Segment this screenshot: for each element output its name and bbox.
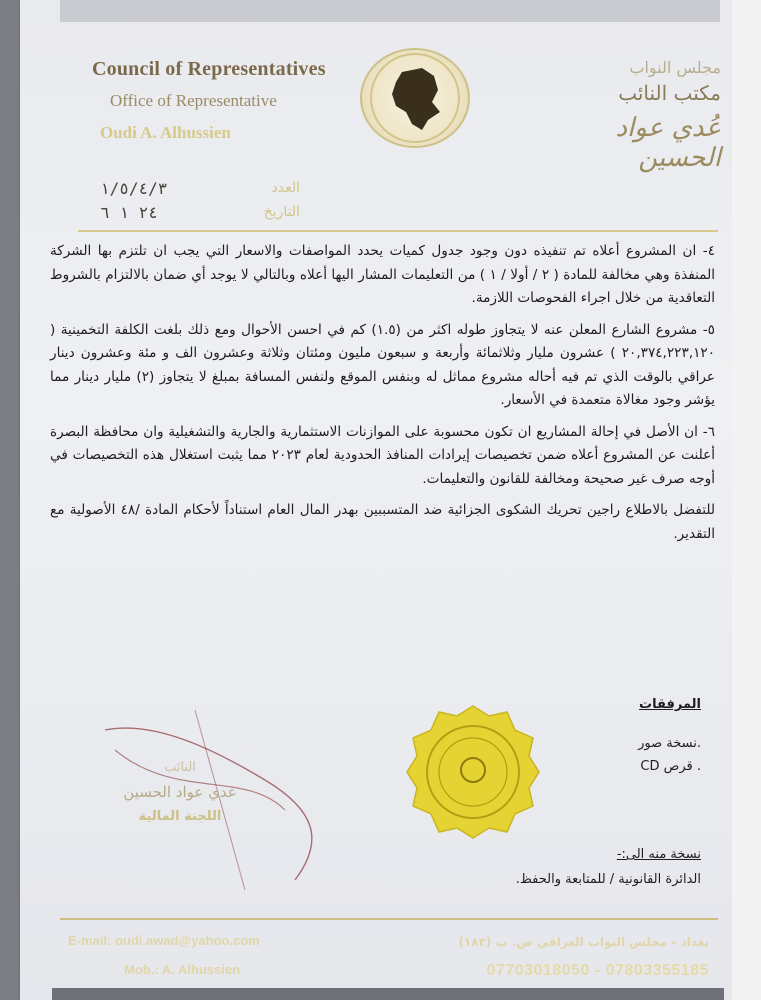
top-shadow-band	[60, 0, 720, 22]
paragraph-6: ٦- ان الأصل في إحالة المشاريع ان تكون محسوبة على الموازنات الاستثمارية والجارية والتشغيلية وان محافظة البصرة أعلنت عن المشروع أعلاه ضمن تخصيصات إيرادات المنافذ الحدودية لعام ٢٠٢٣ مما يثبت استغلال هذه التخصيصات في أوجه صرف غير صحيحة ومخالفة للقانون والتعليمات.	[50, 423, 715, 487]
attachment-item: . قرص CD	[640, 759, 701, 774]
attachments-title: المرفقات	[639, 697, 701, 712]
copy-to-title: نسخة منه الى:-	[616, 847, 701, 862]
footer-address: بغداد - مجلس النواب العراقي ص. ب (١٨٣)	[458, 935, 709, 949]
footer-phones: 07703018050 - 07803355185	[486, 962, 709, 979]
ref-date-row	[100, 200, 340, 224]
signatory-committee: اللجنة المالية	[138, 809, 222, 824]
attachment-item: .نسخة صور	[638, 736, 701, 751]
ref-date-value: ٢٤ ١ ٦	[100, 202, 158, 222]
gold-seal	[405, 704, 541, 840]
council-title-ar: مجلس النواب	[629, 58, 721, 77]
council-title: Council of Representatives	[92, 58, 326, 80]
letter-body	[50, 240, 715, 554]
ref-date-label: التاريخ	[263, 204, 300, 220]
header-divider	[78, 230, 718, 232]
office-title-ar: مكتب النائب	[618, 81, 721, 105]
paragraph-5: ٥- مشروع الشارع المعلن عنه لا يتجاوز طوله اكثر من (١.٥) كم في احسن الأحوال ومع ذلك بلغت الكلفة التخمينية ( ٢٠,٣٧٤,٢٢٣,١٢٠ ) عشرون مليار وثلاثمائة وأربعة و سبعون مليون ومئتان وثلاثة وعشرون الف و مئة وعشرون دينار عراقي بالوقت الذي تم فيه أحاله مشروع مماثل له وبنفس الموقع ولنفس المسافة بمبلغ لا يتجاوز (٢) مليار دينار مما يؤشر وجود مغالاة متعمدة في الأسعار.	[50, 321, 715, 408]
copy-to-item: الدائرة القانونية / للمتابعة والحفظ.	[515, 872, 701, 887]
bottom-shadow-band	[52, 988, 724, 1000]
attachments-list	[638, 732, 701, 778]
letterhead-english	[92, 58, 326, 143]
letterhead-arabic	[531, 58, 721, 173]
ref-number-value: ١/٥/٤/٣	[100, 178, 168, 198]
paragraph-4: ٤- ان المشروع أعلاه تم تنفيذه دون وجود جدول كميات يحدد المواصفات والاسعار التي يجب ان تلتزم بها الشركة المنفذة وهي مخالفة للمادة ( ٢ / أولا / ١ ) من التعليمات المشار اليها أعلاه وبالتالي لا يوجد أي ضمان بالالتزام بالشروط التعاقدية من خلال اجراء الفحوصات اللازمة.	[50, 243, 715, 306]
representative-name-ar: عُدي عواد الحسين	[615, 113, 721, 173]
footer-email: E-mail: oudi.awad@yahoo.com	[68, 933, 260, 948]
representative-name: Oudi A. Alhussien	[100, 123, 231, 142]
reference-block	[100, 176, 340, 224]
signatory-name: عدي عواد الحسين	[123, 783, 237, 801]
office-title: Office of Representative	[110, 91, 277, 110]
background-page-edge	[732, 0, 761, 1000]
signatory-title: النائب	[164, 760, 196, 775]
footer-mobile: Mob.: A. Alhussien	[124, 962, 241, 977]
footer-divider	[60, 918, 718, 920]
iraq-map-emblem	[360, 48, 470, 148]
closing-request: للتفضل بالاطلاع راجين تحريك الشكوى الجزائية ضد المتسببين بهدر المال العام استناداً لأحكام المادة /٤٨ الأصولية مع التقدير.	[50, 502, 715, 542]
ref-number-label: العدد	[271, 180, 300, 196]
signature-block	[80, 760, 280, 824]
ref-number-row	[100, 176, 340, 200]
